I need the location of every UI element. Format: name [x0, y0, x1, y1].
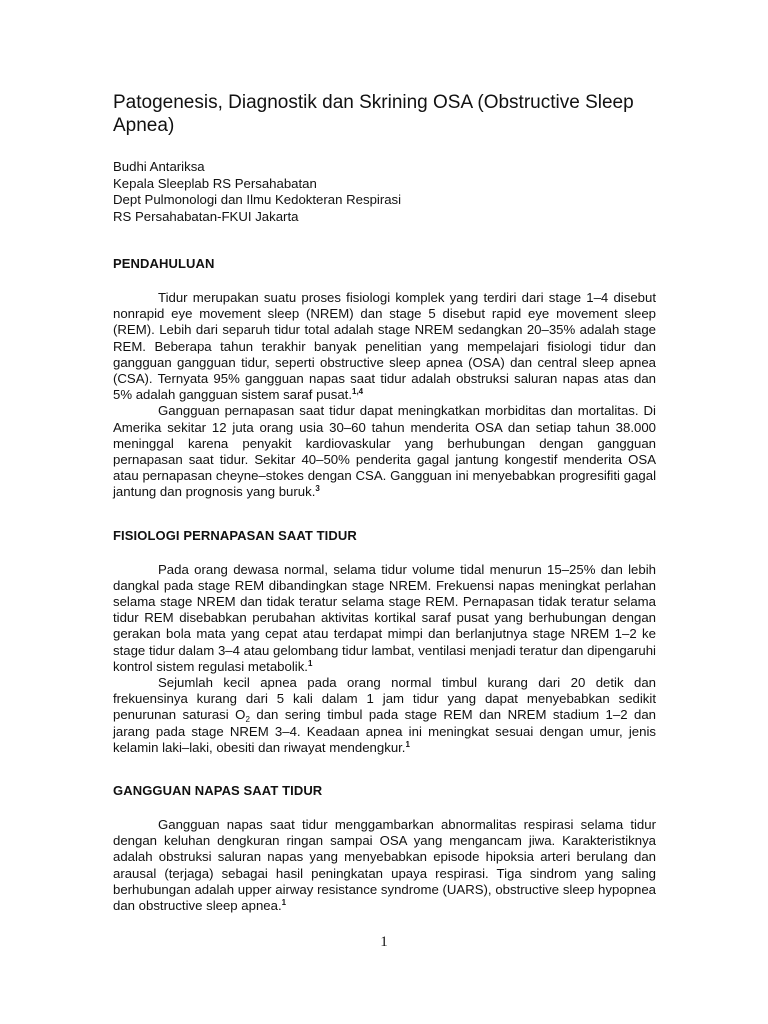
reference-marker: 1: [405, 739, 410, 749]
paragraph-text: Pada orang dewasa normal, selama tidur volume tidal menurun 15–25% dan lebih dangkal pada stage REM dibandingkan stage NREM. Frekuensi napas meningkat perlahan selama stage NREM dan tidak teratur selama stage REM. Pernapasan tidak teratur selama tidur REM disebabkan perubahan aktivitas kortikal saraf pusat yang berhubungan dengan gerakan bola mata yang cepat atau terdapat mimpi dan berlanjutnya stage NREM 1–2 ke stage tidur dalam 3–4 atau gelombang tidur lambat, ventilasi menjadi teratur dan dipengaruhi kontrol sistem regulasi metabolik.: [113, 561, 656, 674]
section-fisiologi: [113, 528, 656, 756]
paragraph: [113, 403, 656, 500]
paragraph-text: Gangguan pernapasan saat tidur dapat meningkatkan morbiditas dan mortalitas. Di Amerika sekitar 12 juta orang usia 30–60 tahun menderita OSA dan setiap tahun 38.000 meninggal karena penyakit kardiovaskular yang berhubungan dengan gangguan pernapasan saat tidur. Sekitar 40–50% penderita gagal jantung kongestif menderita OSA atau pernapasan cheyne–stokes dengan CSA. Gangguan ini menyebabkan progresifiti gagal jantung dan prognosis yang buruk.: [113, 403, 656, 500]
paragraph: [113, 817, 656, 914]
reference-marker: 1,4: [352, 387, 364, 397]
reference-marker: 1: [281, 898, 287, 908]
page-number: 1: [380, 934, 388, 950]
section-spacer: [113, 501, 656, 528]
author-name: Budhi Antariksa: [113, 159, 205, 174]
author-position: Kepala Sleeplab RS Persahabatan: [113, 175, 317, 191]
section-heading: GANGGUAN NAPAS SAAT TIDUR: [113, 783, 323, 799]
paragraph: [113, 562, 656, 675]
section-spacer: [113, 756, 656, 783]
paragraph-text-continued: dan sering timbul pada stage REM dan NREM stadium 1–2 dan jarang pada stage NREM 3–4. Keadaan apnea ini meningkat sesuai dengan umur, jenis kelamin laki–laki, obesiti dan riwayat mendengkur.: [113, 707, 656, 755]
paragraph: [113, 675, 656, 756]
section-heading: FISIOLOGI PERNAPASAN SAAT TIDUR: [113, 527, 357, 543]
author-block: [113, 159, 656, 225]
reference-marker: 1: [307, 658, 313, 668]
section-gangguan: [113, 783, 656, 914]
author-department: Dept Pulmonologi dan Ilmu Kedokteran Respirasi: [113, 192, 402, 207]
paragraph-text: Tidur merupakan suatu proses fisiologi komplek yang terdiri dari stage 1–4 disebut nonrapid eye movement sleep (NREM) dan stage 5 disebut rapid eye movement sleep (REM). Lebih dari separuh tidur total adalah stage NREM sedangkan 20–35% adalah stage REM. Beberapa tahun terakhir banyak penelitian yang mempelajari fisiologi tidur dan gangguan gangguan tidur, seperti obstructive sleep apnea (OSA) dan central sleep apnea (CSA). Ternyata 95% gangguan napas saat tidur adalah obstruksi saluran napas atas dan 5% adalah gangguan sistem saraf pusat.: [113, 290, 656, 403]
section-heading: PENDAHULUAN: [113, 256, 215, 271]
paragraph-text: Gangguan napas saat tidur menggambarkan abnormalitas respirasi selama tidur dengan keluhan dengkuran ringan sampai OSA yang mengancam jiwa. Karakteristiknya adalah obstruksi saluran napas yang menyebabkan episode hipoksia arteri berulang dan arausal (terjaga) sebagai hasil peningkatan upaya respirasi. Tiga sindrom yang saling berhubungan adalah upper airway resistance syndrome (UARS), obstructive sleep hypopnea dan obstructive sleep apnea.: [113, 817, 656, 914]
document-title: Patogenesis, Diagnostik dan Skrining OSA (Obstructive Sleep Apnea): [113, 92, 634, 136]
section-pendahuluan: [113, 256, 656, 501]
author-institution: RS Persahabatan-FKUI Jakarta: [113, 208, 299, 224]
subscript: 2: [245, 715, 250, 725]
paragraph-text: Sejumlah kecil apnea pada orang normal timbul kurang dari 20 detik dan frekuensinya kurang dari 5 kali dalam 1 jam tidur yang dapat menyebabkan sedikit penurunan saturasi O: [113, 675, 656, 723]
reference-marker: 3: [315, 484, 320, 494]
paragraph: [113, 290, 656, 403]
document-body: [113, 91, 656, 914]
